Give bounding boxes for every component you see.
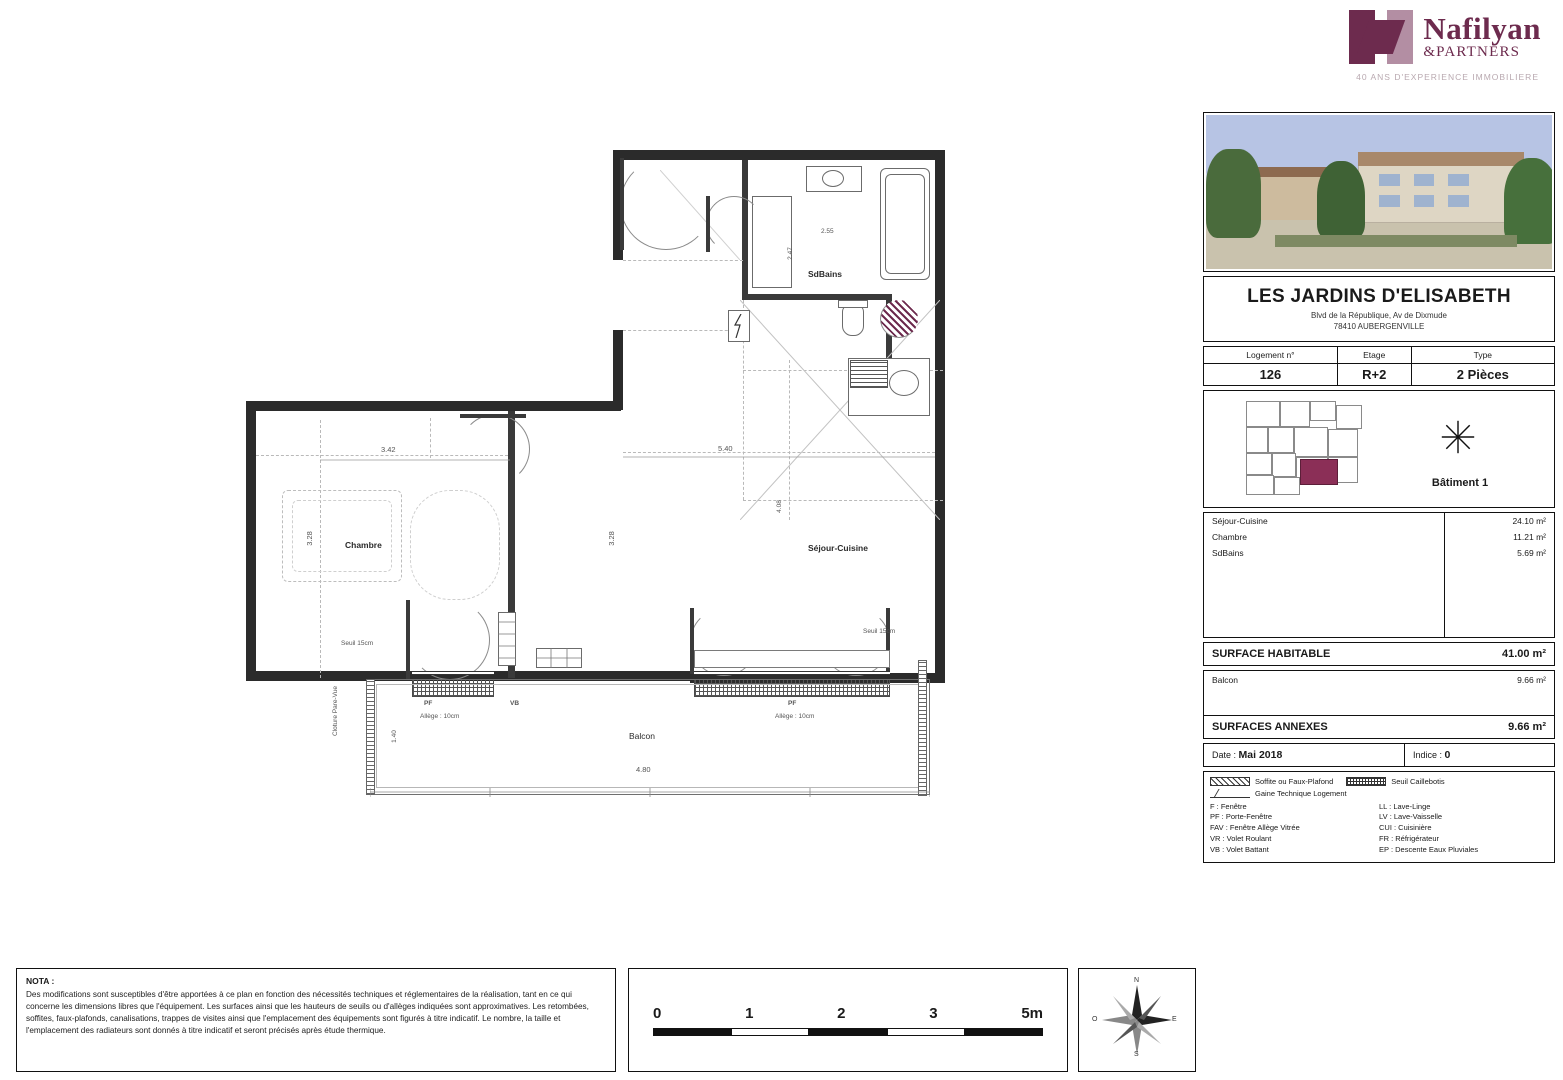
annexes-label: SURFACES ANNEXES [1212, 720, 1328, 733]
surface-name-chambre: Chambre [1212, 531, 1247, 542]
indice-value: 0 [1444, 748, 1451, 761]
closet-lines [498, 612, 516, 666]
balcony-dim-line [370, 788, 930, 802]
annot-vb: VB [510, 700, 520, 707]
dim-3-42: 3.42 [381, 445, 396, 454]
legend-item: FR : Réfrigérateur [1379, 834, 1440, 844]
wall-left-entry [613, 330, 623, 410]
habitable-value: 41.00 m² [1501, 647, 1546, 660]
nota-text: Des modifications sont susceptibles d'être apportées à ce plan en fonction des nécessités techniques et réglementaires de la réalisation, tant en ce qui concerne les dimensions libres que l'équipement. Les surfaces ainsi que les hauteurs de seuils ou d'allèges indiquées sont approximatives. Les retombées, soffites, faux-plafonds, canalisations, trappes de visites ainsi que l'emplacement des équipements sont figurés à titre indicatif. Le nombre, la taille et l'emplacement des radiateurs sont donnés à titre indicatif et seront précisés après étude thermique. [26, 990, 589, 1035]
toilet-tank [838, 300, 868, 308]
surface-row [1204, 529, 1554, 545]
legend-item: LV : Lave-Vaisselle [1379, 812, 1443, 822]
legend-item: PF : Porte-Fenêtre [1210, 812, 1273, 822]
legend-caillebotis: Seuil Caillebotis [1391, 776, 1445, 786]
scale-bar [653, 1028, 1043, 1036]
radiator-lines [536, 648, 582, 668]
compass-s: S [1134, 1051, 1139, 1058]
wall-left-lower [246, 401, 256, 681]
dim-3-28-left: 3.28 [304, 531, 314, 546]
legend-item: FAV : Fenêtre Allège Vitrée [1210, 823, 1300, 833]
dim-arrow-top [623, 452, 935, 462]
annex-surfaces-box [1203, 670, 1555, 739]
opening-sejour [694, 671, 890, 675]
legend-item: VB : Volet Battant [1210, 845, 1269, 855]
surface-name-sejour: Séjour-Cuisine [1212, 515, 1268, 526]
key-plan-highlight [1300, 459, 1338, 485]
room-label-chambre: Chambre [345, 540, 382, 550]
door-hall-leaf [460, 414, 526, 418]
dim-5-40: 5.40 [718, 444, 733, 453]
legend-box [1203, 771, 1555, 863]
balcony-rail-hatch-right [918, 660, 927, 796]
lot-value-etage: R+2 [1337, 363, 1411, 385]
annexes-value: 9.66 m² [1508, 720, 1546, 733]
dim-1-40: 1.40 [390, 730, 398, 743]
compass-n: N [1134, 977, 1140, 984]
bathtub-inner [885, 174, 925, 274]
scale-tick-2: 2 [837, 1005, 846, 1022]
opening-chambre [412, 671, 494, 675]
door-entry-arc [620, 158, 712, 250]
vr-box [694, 650, 890, 668]
key-plan-diagram [1246, 401, 1366, 497]
balcon-value: 9.66 m² [1517, 674, 1546, 685]
caillebotis-swatch-icon [1346, 777, 1386, 786]
surface-value-sdbains: 5.69 m² [1444, 545, 1554, 561]
legend-item: CUI : Cuisinière [1379, 823, 1432, 833]
legend-item: VR : Volet Roulant [1210, 834, 1272, 844]
project-address-line1: Blvd de la République, Av de Dixmude [1311, 311, 1447, 320]
legend-column-2 [1379, 802, 1548, 856]
annot-allege-chambre: Allège : 10cm [420, 713, 460, 720]
door-bath-arc [706, 196, 762, 252]
dashed-line-i [430, 418, 431, 458]
legend-column-1 [1210, 802, 1379, 856]
legend-item: F : Fenêtre [1210, 801, 1247, 811]
annot-cloture: Cloture Pare-Vue [332, 686, 339, 736]
scale-tick-3: 3 [929, 1005, 938, 1022]
balcony-rail-hatch-left [366, 679, 375, 795]
door-wc-arc [880, 300, 918, 338]
toilet [842, 304, 864, 336]
scale-end-label: 5m [1021, 1005, 1043, 1022]
room-label-balcon: Balcon [629, 731, 655, 741]
scale-bar-box [628, 968, 1068, 1072]
surface-row [1204, 513, 1554, 529]
dim-arrow-chambre [320, 455, 510, 465]
scale-tick-0: 0 [653, 1005, 662, 1022]
room-label-sejour: Séjour-Cuisine [808, 543, 868, 553]
lot-value-logement: 126 [1204, 363, 1337, 385]
lot-header-logement: Logement n° [1204, 347, 1337, 364]
project-title: LES JARDINS D'ELISABETH [1247, 286, 1511, 307]
logo-brand-sub: &PARTNERS [1423, 44, 1521, 60]
photo-image [1206, 115, 1552, 269]
compass-star-icon [1440, 419, 1476, 455]
annot-seuil-chambre: Seuil 15cm [341, 640, 374, 647]
door-entry-leaf [620, 158, 624, 250]
project-address-line2: 78410 AUBERGENVILLE [1333, 321, 1425, 331]
kitchen-sink [889, 370, 919, 396]
surface-name-sdbains: SdBains [1212, 547, 1244, 558]
dim-3-28-mid: 3.28 [606, 531, 616, 546]
indice-label: Indice : [1413, 749, 1443, 760]
brand-logo [1203, 8, 1555, 108]
dashed-line-b [623, 330, 743, 331]
building-label: Bâtiment 1 [1431, 476, 1489, 489]
legend-soffite: Soffite ou Faux-Plafond [1255, 776, 1334, 786]
nota-title: NOTA : [26, 976, 55, 986]
key-plan-box [1203, 390, 1555, 508]
nota-box [16, 968, 616, 1072]
project-title-box [1203, 276, 1555, 342]
legend-item: LL : Lave-Linge [1379, 801, 1431, 811]
electrical-bolt-icon [732, 314, 746, 338]
door-chambre-arc [410, 600, 490, 680]
lot-value-type: 2 Pièces [1411, 363, 1554, 385]
annot-seuil-sejour: Seuil 15cm [863, 628, 896, 635]
project-photo [1203, 112, 1555, 272]
door-hall-arc [460, 414, 530, 484]
surface-habitable-box [1203, 642, 1555, 666]
compass-rose-icon [1092, 977, 1178, 1061]
sink-basin [822, 170, 844, 187]
lot-info-table [1203, 346, 1555, 386]
surfaces-table [1203, 512, 1555, 638]
gaine-technique-icon [1210, 789, 1250, 798]
cooktop-hatch [850, 360, 888, 388]
surface-row [1204, 545, 1554, 561]
balcon-label: Balcon [1212, 674, 1238, 685]
door-chambre-leaf [406, 600, 410, 680]
compass-e: E [1172, 1016, 1177, 1023]
wall-mid-horizontal [246, 401, 621, 411]
annot-allege-sejour: Allège : 10cm [775, 713, 815, 720]
logo-tagline: 40 ANS D'EXPERIENCE IMMOBILIERE [1356, 72, 1539, 82]
wardrobe-outline [410, 490, 500, 600]
dim-2-55: 2.55 [821, 228, 834, 235]
logo-mark-icon [1349, 8, 1413, 66]
habitable-label: SURFACE HABITABLE [1212, 647, 1331, 660]
scale-tick-1: 1 [745, 1005, 754, 1022]
annot-pf-sejour: PF [788, 700, 797, 707]
legend-item: EP : Descente Eaux Pluviales [1379, 845, 1479, 855]
annot-pf-chambre: PF [424, 700, 433, 707]
lot-header-etage: Etage [1337, 347, 1411, 364]
lot-header-type: Type [1411, 347, 1554, 364]
surface-value-chambre: 11.21 m² [1444, 529, 1554, 545]
date-index-box [1203, 743, 1555, 767]
date-value: Mai 2018 [1238, 748, 1283, 761]
date-label: Date : [1212, 749, 1237, 760]
door-bath-leaf [706, 196, 710, 252]
dim-2-47: 2.47 [786, 247, 794, 260]
dim-4-08: 4.08 [775, 500, 783, 513]
surface-value-sejour: 24.10 m² [1444, 513, 1554, 529]
info-panel [1203, 8, 1555, 867]
dim-4-80: 4.80 [636, 765, 651, 774]
logo-brand-name: Nafilyan [1423, 11, 1541, 46]
soffite-swatch-icon [1210, 777, 1250, 786]
legend-gaine: Gaine Technique Logement [1255, 788, 1347, 798]
compass-box [1078, 968, 1196, 1072]
dashed-line-a [623, 260, 743, 261]
compass-o: O [1092, 1016, 1098, 1023]
room-label-sdbains: SdBains [808, 269, 843, 279]
